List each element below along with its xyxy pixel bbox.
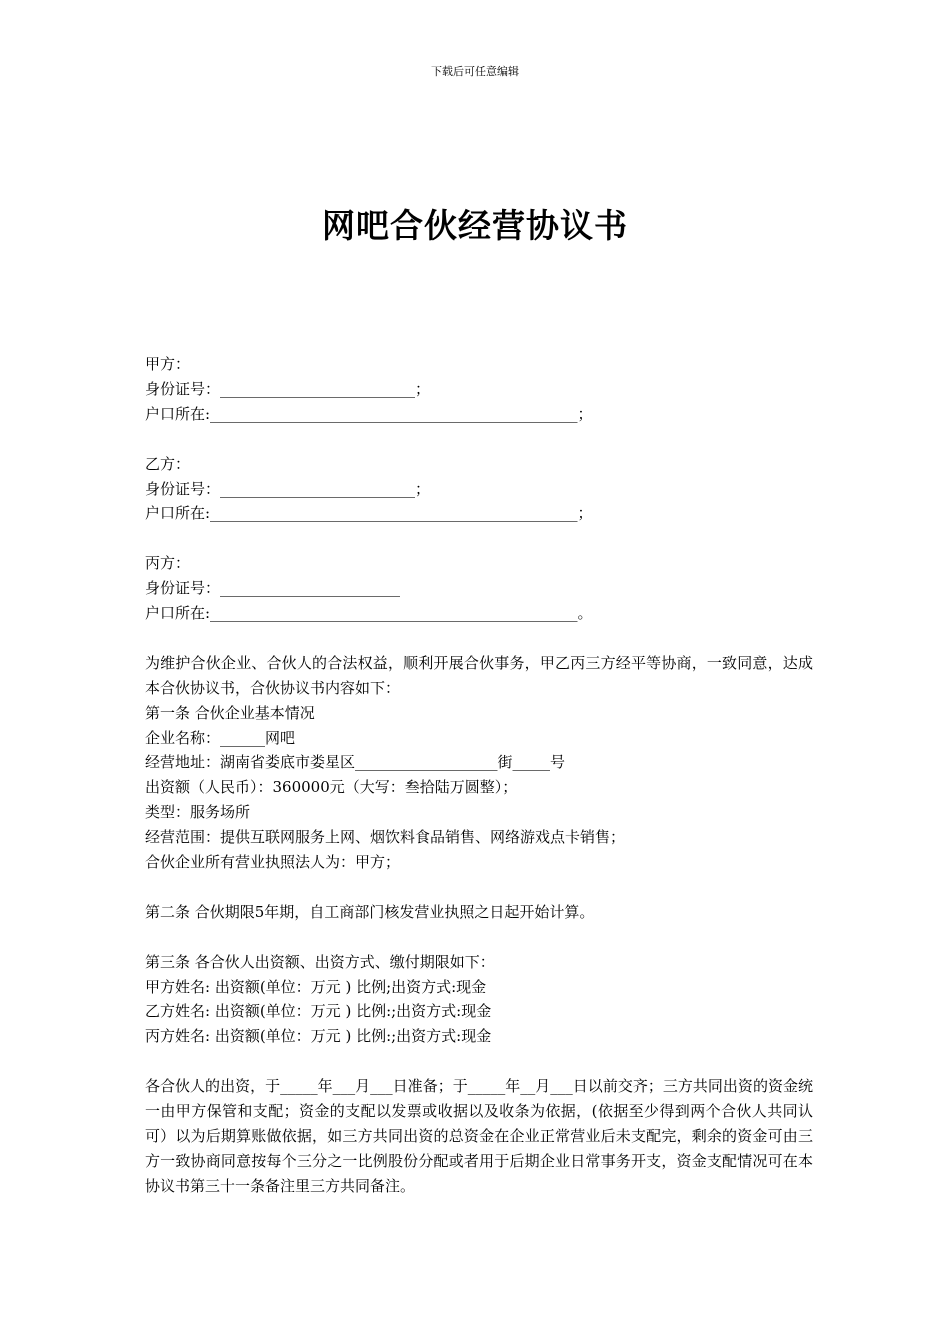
article3-party-b: 乙方姓名: 出资额(单位：万元 ) 比例:;出资方式:现金: [145, 1002, 492, 1021]
party-c-id-line: 身份证号：________________________: [145, 579, 401, 598]
spacer: [145, 1049, 813, 1074]
article1-heading: 第一条 合伙企业基本情况: [145, 703, 315, 722]
article1-type: 类型：服务场所: [145, 803, 251, 822]
party-b-address-line: 户口所在:_________________________________________________；: [145, 504, 593, 523]
spacer: [145, 427, 813, 452]
article1-legal-person: 合伙企业所有营业执照法人为：甲方；: [145, 853, 401, 872]
document-title: 网吧合伙经营协议书: [322, 206, 628, 245]
article3-heading: 第三条 各合伙人出资额、出资方式、缴付期限如下：: [145, 952, 495, 971]
article1-name: 企业名称：______网吧: [145, 728, 296, 747]
article1-capital: 出资额（人民币）：360000元（大写：叁拾陆万圆整）；: [145, 778, 518, 797]
article2: 第二条 合伙期限5年期，自工商部门核发营业执照之日起开始计算。: [145, 902, 595, 921]
spacer: [145, 925, 813, 950]
party-c-label: 丙方：: [145, 554, 191, 573]
page-header-note: 下载后可任意编辑: [431, 65, 519, 78]
article1-scope: 经营范围：提供互联网服务上网、烟饮料食品销售、网络游戏点卡销售；: [145, 828, 626, 847]
document-body: [145, 352, 813, 1199]
capital-paragraph: 各合伙人的出资，于_____年___月___日准备；于_____年__月___日以前交齐；三方共同出资的资金统一由甲方保管和支配；资金的支配以发票或收据以及收条为依据，(依据至少得到两个合伙人共同认可）以为后期算账做依据，如三方共同出资的总资金在企业正常营业后未支配完，剩余的资金可由三方一致协商同意按每个三分之一比例股份分配或者用于后期企业日常事务开支，资金支配情况可在本协议书第三十一条备注里三方共同备注。: [145, 1077, 813, 1195]
article3-party-a: 甲方姓名: 出资额(单位：万元 ) 比例;出资方式:现金: [145, 977, 487, 996]
party-a-id-line: 身份证号：__________________________；: [145, 379, 431, 398]
party-c-address-line: 户口所在:_________________________________________________。: [145, 604, 593, 623]
intro-paragraph: 为维护合伙企业、合伙人的合法权益，顺利开展合伙事务，甲乙丙三方经平等协商，一致同意，达成本合伙协议书，合伙协议书内容如下：: [145, 653, 813, 697]
party-a-address-line: 户口所在:_________________________________________________；: [145, 404, 593, 423]
party-b-id-line: 身份证号：__________________________；: [145, 479, 431, 498]
party-b-label: 乙方：: [145, 454, 191, 473]
article3-party-c: 丙方姓名: 出资额(单位：万元 ) 比例:;出资方式:现金: [145, 1027, 492, 1046]
article1-address: 经营地址：湖南省娄底市娄星区___________________街_____号: [145, 753, 566, 772]
spacer: [145, 626, 813, 651]
spacer: [145, 875, 813, 900]
party-a-label: 甲方：: [145, 355, 191, 373]
spacer: [145, 526, 813, 551]
